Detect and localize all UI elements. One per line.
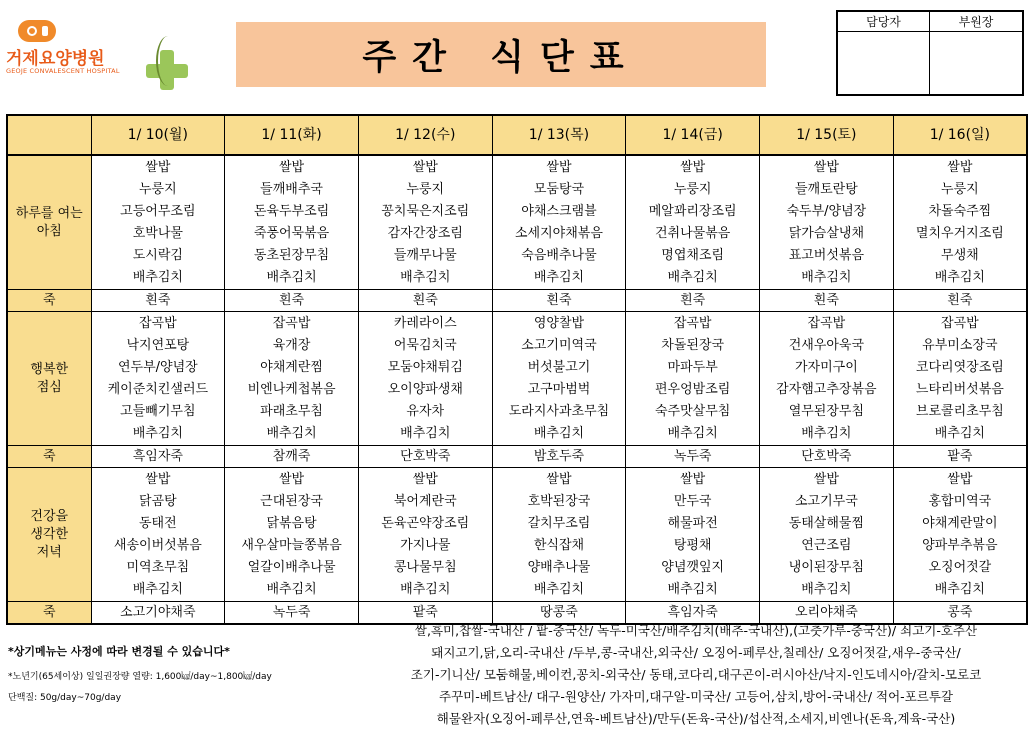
day-header: 1/ 12(수): [358, 115, 492, 155]
approval-col1-sign: [838, 32, 930, 94]
porridge-cell: 소고기야채죽: [91, 602, 225, 625]
lunch-row: [7, 312, 1027, 446]
menu-item: 낙지연포탕: [126, 338, 190, 353]
menu-cell: [626, 468, 760, 602]
meal-label-line: 생각한: [30, 527, 69, 542]
menu-item: 카레라이스: [393, 316, 457, 331]
menu-item: 양파부추볶음: [922, 538, 998, 553]
menu-item: 배추김치: [266, 426, 317, 441]
day-header: 1/ 10(월): [91, 115, 225, 155]
menu-item: 배추김치: [400, 270, 451, 285]
menu-item: 편우엉밤조림: [654, 382, 731, 397]
menu-item: 쌀밥: [412, 160, 438, 175]
menu-item: 누룽지: [673, 182, 712, 197]
menu-item: 쌀밥: [412, 472, 438, 487]
menu-item: 배추김치: [132, 270, 183, 285]
porridge-cell: 팥죽: [893, 446, 1027, 468]
menu-item: 돈육곤약장조림: [381, 516, 470, 531]
day-header: 1/ 14(금): [626, 115, 760, 155]
menu-item: 브로콜리초무침: [915, 404, 1004, 419]
menu-item: 연근조림: [801, 538, 852, 553]
menu-item: 멸치우거지조림: [915, 226, 1004, 241]
menu-item: 한식잡채: [533, 538, 585, 553]
porridge-cell: 흰죽: [91, 290, 225, 312]
menu-cell: [760, 155, 894, 290]
hospital-logo: [4, 14, 194, 94]
dinner-row-label: [7, 468, 91, 602]
menu-item: 배추김치: [533, 582, 585, 597]
menu-item: 표고버섯볶음: [788, 248, 865, 263]
menu-item: 쌀밥: [546, 160, 572, 175]
origin-line: 조기-기니산/ 모둠해물,베이컨,꽁치-외국산/ 동태,코다리,대구곤이-러시아산/낙지-인도네시아/갈치-모로코: [410, 667, 982, 682]
menu-item: 잡곡밥: [673, 316, 712, 331]
menu-item: 근대된장국: [260, 494, 323, 509]
menu-item: 배추김치: [801, 582, 852, 597]
menu-cell: [225, 155, 359, 290]
menu-item: 배추김치: [801, 426, 852, 441]
menu-cell: [91, 155, 225, 290]
porridge-cell: 흰죽: [626, 290, 760, 312]
porridge-cell: 콩죽: [893, 602, 1027, 625]
day-header: 1/ 15(토): [760, 115, 894, 155]
menu-item: 고구마범벅: [527, 382, 591, 397]
menu-cell: [358, 468, 492, 602]
menu-item: 야채스크램블: [521, 204, 597, 219]
menu-item: 도시락김: [132, 248, 183, 263]
menu-item: 쌀밥: [813, 160, 839, 175]
menu-item: 호박나물: [132, 226, 183, 241]
menu-item: 쌀밥: [546, 472, 572, 487]
menu-item: 누룽지: [406, 182, 445, 197]
breakfast-row: [7, 155, 1027, 290]
porridge-cell: 흰죽: [225, 290, 359, 312]
menu-item: 도라지사과초무침: [508, 404, 610, 419]
menu-cell: [91, 468, 225, 602]
menu-cell: [626, 312, 760, 446]
menu-cell: [358, 155, 492, 290]
menu-item: 가자미구이: [794, 360, 858, 375]
menu-item: 숙음배추나물: [521, 248, 597, 263]
menu-item: 만두국: [673, 494, 712, 509]
menu-item: 배추김치: [801, 270, 852, 285]
menu-item: 파래초무침: [260, 404, 323, 419]
menu-item: 고들빼기무침: [120, 404, 196, 419]
menu-item: 배추김치: [266, 582, 317, 597]
menu-item: 냉이된장무침: [788, 560, 865, 575]
menu-item: 어묵김치국: [393, 338, 457, 353]
menu-item: 해물파전: [667, 516, 718, 531]
porridge-cell: 녹두죽: [626, 446, 760, 468]
meal-label-line: 행복한: [30, 362, 69, 377]
menu-item: 잡곡밥: [807, 316, 846, 331]
dinner-row: [7, 468, 1027, 602]
menu-cell: [626, 155, 760, 290]
menu-item: 꽁치묵은지조림: [381, 204, 470, 219]
approval-col1-header: 담당자: [838, 12, 930, 32]
weekly-menu-table: [6, 114, 1028, 625]
menu-item: 오이양파생채: [387, 382, 463, 397]
menu-item: 배추김치: [934, 270, 985, 285]
menu-item: 오징어젓갈: [928, 560, 992, 575]
porridge-cell: 흰죽: [492, 290, 626, 312]
approval-col2-sign: [930, 32, 1022, 94]
menu-item: 돈육두부조림: [253, 204, 330, 219]
lunch-row-label: [7, 312, 91, 446]
calorie-note: *노년기(65세이상) 일일권장량 열량: 1,600㎉/day~1,800㎉/day: [8, 672, 272, 682]
menu-item: 쌀밥: [278, 472, 305, 487]
porridge-label: 죽: [7, 602, 91, 625]
menu-item: 들깨배추국: [260, 182, 323, 197]
menu-item: 모둠탕국: [533, 182, 585, 197]
menu-cell: [760, 312, 894, 446]
menu-item: 배추김치: [533, 270, 585, 285]
approval-box: [836, 10, 1024, 96]
menu-item: 배추김치: [934, 582, 985, 597]
porridge-cell: 단호박죽: [358, 446, 492, 468]
menu-item: 쌀밥: [278, 160, 305, 175]
corner-cell: [7, 115, 91, 155]
menu-cell: [893, 468, 1027, 602]
menu-item: 죽풍어묵볶음: [253, 226, 330, 241]
menu-item: 닭곰탕: [139, 494, 177, 509]
menu-item: 모둠야채튀김: [387, 360, 463, 375]
porridge-cell: 흰죽: [760, 290, 894, 312]
porridge-cell: 참깨죽: [225, 446, 359, 468]
menu-item: 배추김치: [400, 582, 451, 597]
menu-item: 무생채: [941, 248, 979, 263]
menu-item: 소고기무국: [794, 494, 858, 509]
menu-item: 쌀밥: [680, 472, 706, 487]
change-notice: *상기메뉴는 사정에 따라 변경될 수 있습니다*: [8, 645, 230, 658]
porridge-cell: 흑임자죽: [91, 446, 225, 468]
meal-label-line: 점심: [36, 380, 62, 395]
menu-item: 양배추나물: [527, 560, 591, 575]
menu-item: 감자햄고추장볶음: [776, 382, 877, 397]
day-header: 1/ 16(일): [893, 115, 1027, 155]
menu-cell: [492, 468, 626, 602]
approval-col2-header: 부원장: [930, 12, 1022, 32]
hospital-subtitle: GEOJE CONVALESCENT HOSPITAL: [6, 67, 120, 75]
menu-item: 메알꽈리장조림: [648, 204, 737, 219]
menu-item: 쌀밥: [813, 472, 839, 487]
menu-item: 새송이버섯볶음: [113, 538, 202, 553]
menu-item: 유부미소장국: [922, 338, 998, 353]
origin-info: [360, 620, 1032, 730]
menu-item: 야채계란찜: [260, 360, 323, 375]
menu-item: 건새우아욱국: [788, 338, 865, 353]
menu-item: 연두부/양념장: [117, 360, 198, 375]
hospital-name: 거제요양병원: [6, 49, 105, 69]
porridge-label: 죽: [7, 290, 91, 312]
meal-label-line: 아침: [36, 224, 62, 239]
menu-item: 홍합미역국: [928, 494, 992, 509]
menu-item: 쌀밥: [145, 160, 171, 175]
menu-item: 쌀밥: [145, 472, 171, 487]
porridge-cell: 팥죽: [358, 602, 492, 625]
menu-item: 마파두부: [667, 360, 718, 375]
menu-item: 닭볶음탕: [266, 516, 317, 531]
menu-cell: [225, 312, 359, 446]
menu-item: 잡곡밥: [272, 316, 311, 331]
menu-item: 명엽채조림: [661, 248, 725, 263]
menu-item: 건취나물볶음: [654, 226, 731, 241]
meal-label-line: 저녁: [36, 545, 62, 560]
day-header-row: [7, 115, 1027, 155]
menu-item: 소세지야채볶음: [515, 226, 603, 241]
porridge-cell: 흑임자죽: [626, 602, 760, 625]
menu-cell: [225, 468, 359, 602]
menu-item: 동태전: [139, 516, 177, 531]
menu-item: 배추김치: [667, 270, 718, 285]
menu-item: 들깨무나물: [393, 248, 457, 263]
menu-cell: [492, 312, 626, 446]
menu-item: 비엔나케첩볶음: [247, 382, 336, 397]
menu-item: 케이준치킨샐러드: [107, 382, 209, 397]
porridge-cell: 흰죽: [893, 290, 1027, 312]
meal-label-line: 건강을: [30, 509, 69, 524]
menu-item: 코다리엿장조림: [915, 360, 1004, 375]
menu-item: 배추김치: [132, 582, 183, 597]
menu-item: 쌀밥: [947, 160, 973, 175]
porridge-cell: 밤호두죽: [492, 446, 626, 468]
origin-line: 해물완자(오징어-페루산,연육-베트남산)/만두(돈육-국산)/섭산적,소세지,비엔나(돈육,계육-국산): [436, 711, 956, 726]
menu-item: 들깨토란탕: [794, 182, 858, 197]
menu-item: 잡곡밥: [139, 316, 177, 331]
origin-line: 주꾸미-베트남산/ 대구-원양산/ 가자미,대구알-미국산/ 고등어,삼치,방어-국내산/ 적어-포르투갈: [439, 689, 953, 704]
notes-block: [8, 637, 348, 703]
page-title: 주간 식단표: [362, 37, 640, 78]
porridge-label: 죽: [7, 446, 91, 468]
porridge-cell: 흰죽: [358, 290, 492, 312]
menu-item: 북어계란국: [393, 494, 457, 509]
menu-item: 닭가슴살냉채: [788, 226, 865, 241]
menu-item: 차돌된장국: [661, 338, 725, 353]
menu-item: 양념깻잎지: [661, 560, 725, 575]
origin-line: 돼지고기,닭,오리-국내산 /두부,콩-국내산,외국산/ 오징어-페루산,칠레산/ 오징어젓갈,새우-중국산/: [431, 645, 961, 660]
menu-item: 숙두부/양념장: [786, 204, 867, 219]
porridge-cell: 녹두죽: [225, 602, 359, 625]
menu-cell: [893, 312, 1027, 446]
porridge-cell: 땅콩죽: [492, 602, 626, 625]
menu-cell: [91, 312, 225, 446]
menu-item: 잡곡밥: [941, 316, 979, 331]
breakfast-row-label: [7, 155, 91, 290]
menu-item: 배추김치: [266, 270, 317, 285]
menu-cell: [893, 155, 1027, 290]
menu-item: 버섯불고기: [527, 360, 591, 375]
menu-item: 숙주맛살무침: [654, 404, 731, 419]
menu-item: 배추김치: [533, 426, 585, 441]
menu-item: 새우살마늘쫑볶음: [241, 538, 342, 553]
menu-item: 갈치무조림: [527, 516, 591, 531]
day-header: 1/ 11(화): [225, 115, 359, 155]
menu-item: 호박된장국: [527, 494, 591, 509]
menu-item: 쌀밥: [680, 160, 706, 175]
menu-cell: [358, 312, 492, 446]
menu-item: 차돌숙주찜: [928, 204, 992, 219]
menu-item: 누룽지: [941, 182, 979, 197]
porridge-row: [7, 446, 1027, 468]
menu-item: 콩나물무침: [393, 560, 457, 575]
menu-item: 가지나물: [400, 538, 451, 553]
menu-item: 유자차: [406, 404, 445, 419]
menu-cell: [492, 155, 626, 290]
menu-item: 감자간장조림: [387, 226, 463, 241]
menu-item: 고등어무조림: [120, 204, 196, 219]
menu-item: 영양찰밥: [533, 316, 585, 331]
medical-cross-icon: [144, 36, 190, 92]
menu-item: 동초된장무침: [253, 248, 330, 263]
origin-line: 쌀,흑미,찹쌀-국내산 / 팥-중국산/ 녹두-미국산/배추김치(배추-국내산),(고춧가루-중국산)/ 쇠고기-호주산: [414, 623, 978, 638]
menu-item: 육개장: [272, 338, 311, 353]
logo-mark-icon: [18, 20, 56, 42]
menu-item: 얼갈이배추나물: [247, 560, 336, 575]
menu-item: 탕평채: [673, 538, 712, 553]
meal-label-line: 하루를 여는: [15, 206, 83, 221]
menu-item: 배추김치: [400, 426, 451, 441]
menu-item: 배추김치: [132, 426, 183, 441]
protein-note: 단백질: 50g/day~70g/day: [8, 693, 122, 703]
menu-cell: [760, 468, 894, 602]
day-header: 1/ 13(목): [492, 115, 626, 155]
menu-item: 쌀밥: [947, 472, 973, 487]
menu-item: 미역초무침: [126, 560, 190, 575]
menu-item: 야채계란말이: [922, 516, 998, 531]
porridge-row: [7, 290, 1027, 312]
menu-item: 누룽지: [139, 182, 177, 197]
menu-item: 배추김치: [934, 426, 985, 441]
menu-item: 배추김치: [667, 582, 718, 597]
porridge-cell: 오리야채죽: [760, 602, 894, 625]
menu-item: 소고기미역국: [521, 338, 597, 353]
menu-item: 배추김치: [667, 426, 718, 441]
title-banner: [236, 22, 766, 87]
menu-item: 느타리버섯볶음: [915, 382, 1004, 397]
menu-item: 동태살해물찜: [788, 516, 865, 531]
porridge-cell: 단호박죽: [760, 446, 894, 468]
menu-item: 열무된장무침: [788, 404, 865, 419]
